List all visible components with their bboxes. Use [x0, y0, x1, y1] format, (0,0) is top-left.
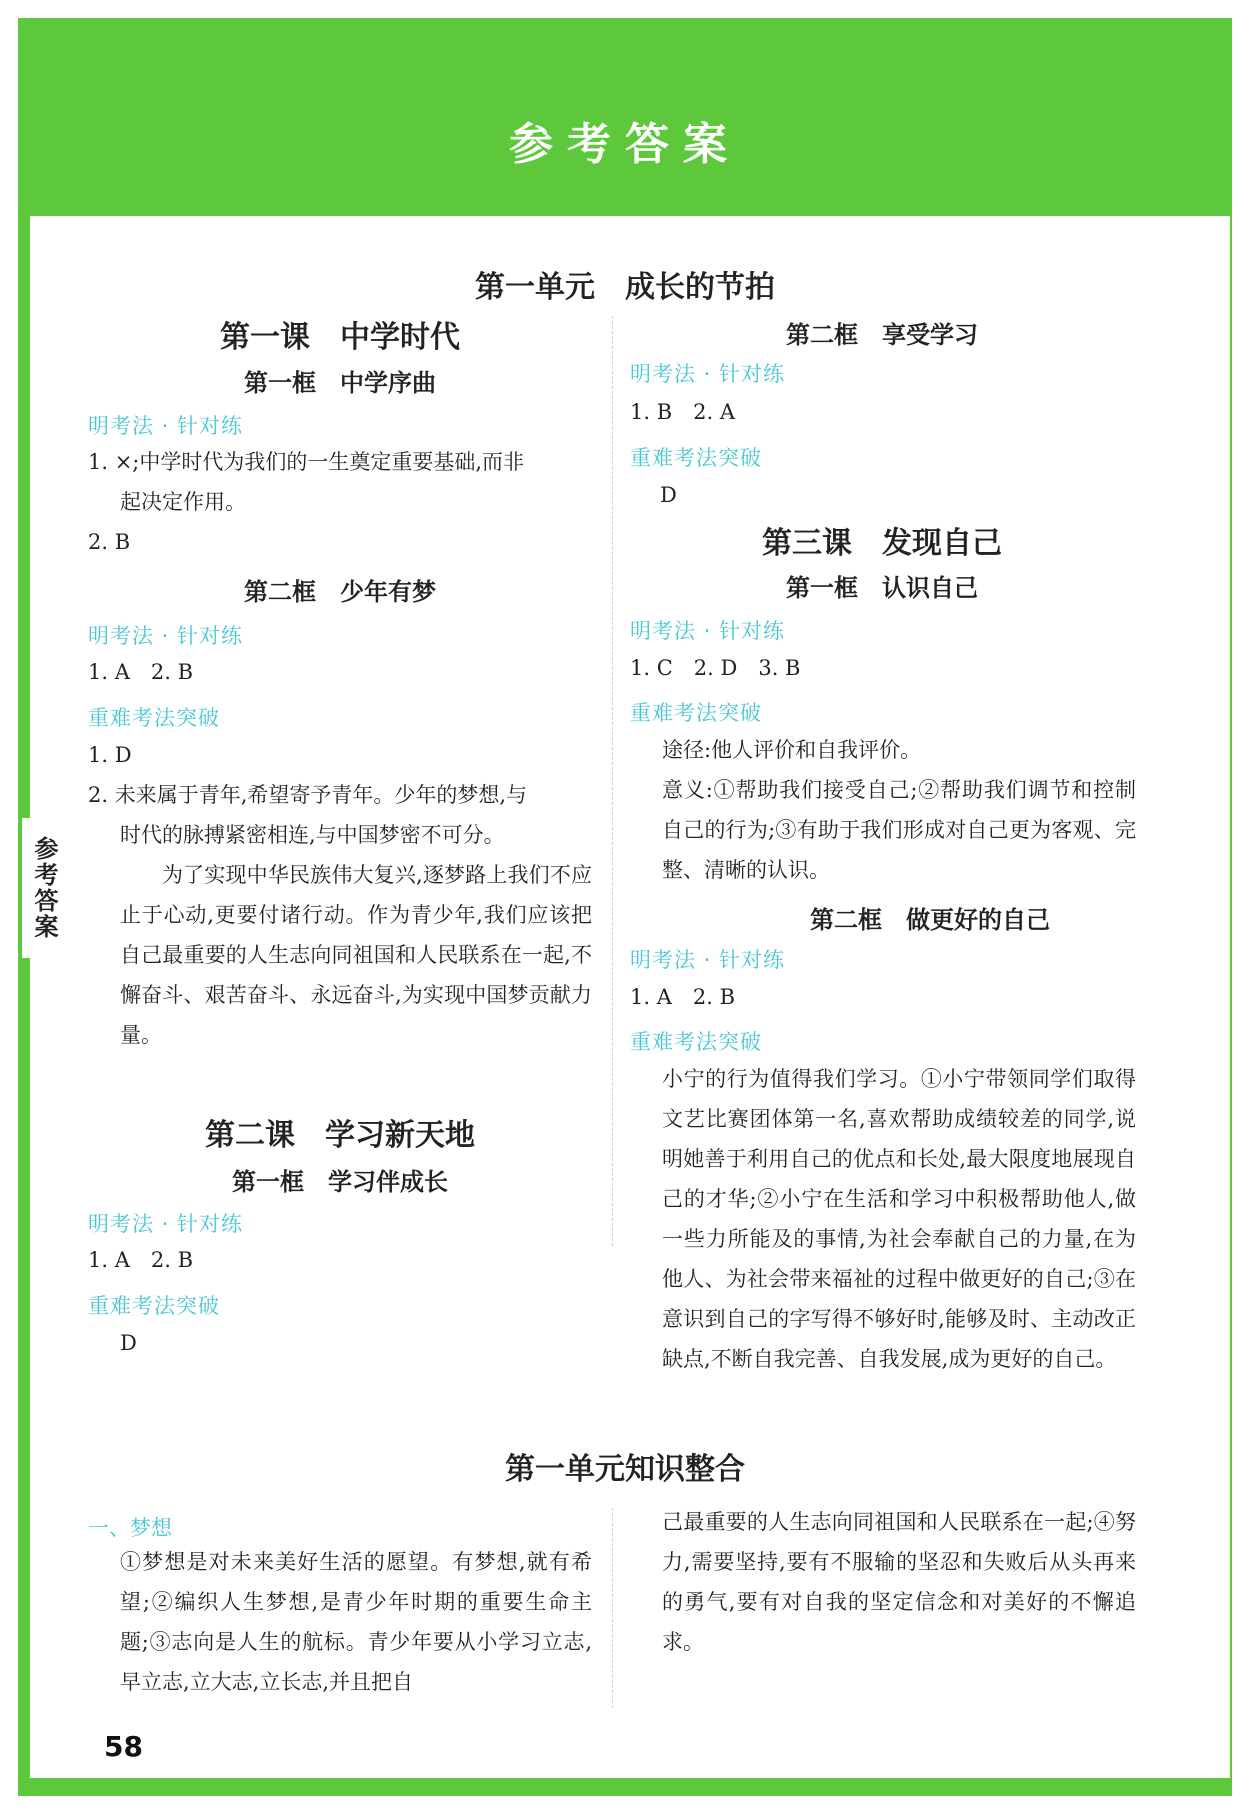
frame-title: 第二框 享受学习: [786, 321, 978, 349]
answer-paragraph: 小宁的行为值得我们学习。①小宁带领同学们取得文艺比赛团体第一名,喜欢帮助成绩较差的同学,说明她善于利用自己的优点和长处,最大限度地展现自己的才华;②小宁在生活和学习中积极帮助他人,做一些力所能及的事情,为社会奉献自己的力量,在为他人、为社会带来福祉的过程中做更好的自己;③在意识到自己的字写得不够好时,能够及时、主动改正缺点,不断自我完善、自我发展,成为更好的自己。: [662, 1067, 1136, 1371]
section-label: 明考法 · 针对练: [88, 1212, 244, 1236]
section-label: 重难考法突破: [630, 446, 762, 470]
summary-paragraph: 己最重要的人生志向同祖国和人民联系在一起;④努力,需要坚持,要有不服输的坚忍和失败后从头再来的勇气,要有对自我的坚定信念和对美好的不懈追求。: [662, 1510, 1136, 1654]
section-label: 重难考法突破: [630, 1030, 762, 1054]
section-label: 明考法 · 针对练: [88, 624, 244, 648]
answer-line: D: [660, 483, 677, 507]
section-label: 重难考法突破: [88, 1294, 220, 1318]
answer-line: 1. A 2. B: [88, 1248, 194, 1272]
frame-title: 第一框 认识自己: [786, 574, 978, 602]
answer-line: 2. 未来属于青年,希望寄予青年。少年的梦想,与: [88, 783, 528, 807]
side-tab: 参考答案: [18, 818, 66, 958]
answer-line: 1. B 2. A: [630, 400, 736, 424]
frame-title: 第一框 学习伴成长: [232, 1168, 448, 1196]
answer-line: 途径:他人评价和自我评价。: [662, 738, 922, 762]
section-label: 明考法 · 针对练: [630, 362, 786, 386]
frame-title: 第一框 中学序曲: [244, 369, 436, 397]
answer-line: 1. D: [88, 743, 132, 767]
section-label: 明考法 · 针对练: [630, 619, 786, 643]
section-label: 重难考法突破: [630, 701, 762, 725]
answer-line: 1. A 2. B: [630, 985, 736, 1009]
answer-line: 起决定作用。: [120, 490, 246, 514]
answer-paragraph: 意义:①帮助我们接受自己;②帮助我们调节和控制自己的行为;③有助于我们形成对自己更为客观、完整、清晰的认识。: [662, 778, 1136, 882]
summary-paragraph: ①梦想是对未来美好生活的愿望。有梦想,就有希望;②编织人生梦想,是青少年时期的重要生命主题;③志向是人生的航标。青少年要从小学习立志,早立志,立大志,立长志,并且把自: [120, 1550, 592, 1694]
lesson-title: 第一课 中学时代: [220, 320, 460, 355]
outline-heading: 一、梦想: [88, 1516, 172, 1540]
lesson-title: 第二课 学习新天地: [205, 1118, 475, 1153]
page-title: 参考答案: [509, 119, 741, 170]
unit-title: 第一单元 成长的节拍: [475, 270, 775, 305]
answer-paragraph: 为了实现中华民族伟大复兴,逐梦路上我们不应止于心动,更要付诸行动。作为青少年,我们应该把自己最重要的人生志向同祖国和人民联系在一起,不懈奋斗、艰苦奋斗、永远奋斗,为实现中国梦贡献力量。: [120, 863, 592, 1047]
section-label: 明考法 · 针对练: [88, 414, 244, 438]
page-number: 58: [104, 1730, 143, 1763]
frame-title: 第二框 少年有梦: [244, 578, 436, 606]
answer-line: 1. ×;中学时代为我们的一生奠定重要基础,而非: [88, 450, 525, 474]
lesson-title: 第三课 发现自己: [762, 526, 1002, 561]
answer-line: 2. B: [88, 530, 131, 554]
answer-line: D: [120, 1331, 137, 1355]
frame-title: 第二框 做更好的自己: [810, 906, 1050, 934]
column-divider: [612, 1508, 613, 1708]
section-label: 明考法 · 针对练: [630, 948, 786, 972]
column-divider: [612, 316, 613, 1246]
answer-line: 1. A 2. B: [88, 660, 194, 684]
section-title: 第一单元知识整合: [505, 1452, 745, 1487]
answer-line: 1. C 2. D 3. B: [630, 656, 801, 680]
answer-line: 时代的脉搏紧密相连,与中国梦密不可分。: [120, 823, 505, 847]
section-label: 重难考法突破: [88, 706, 220, 730]
